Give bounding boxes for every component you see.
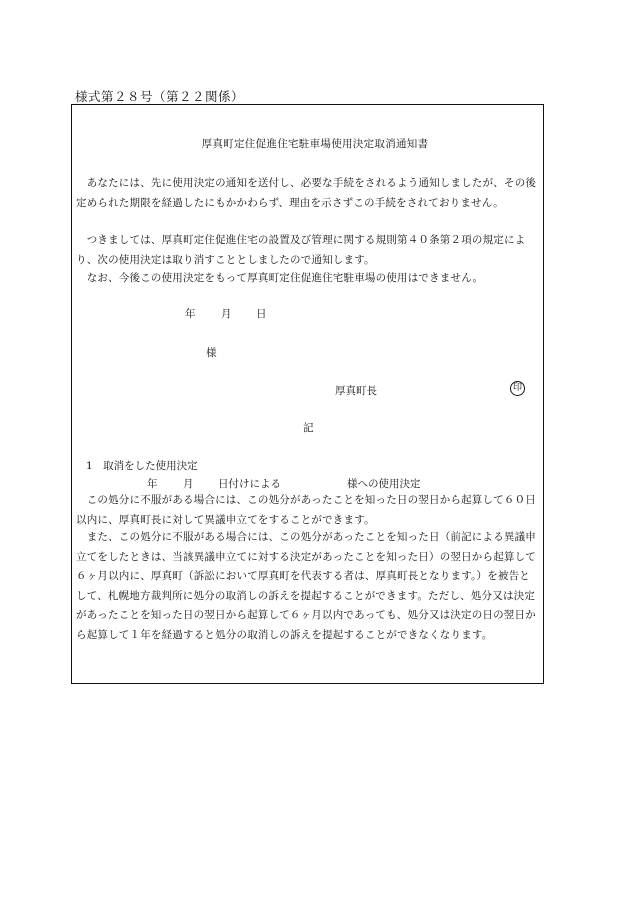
date-month-label: 月 <box>221 308 232 320</box>
body-paragraph-2: つきましては、厚真町定住促進住宅の設置及び管理に関する規則第４０条第２項の規定により、次の使用決定は取り消すこととしましたので通知します。 <box>76 234 526 266</box>
cancel-dated-label: 日付けによる <box>218 478 281 490</box>
recipient-suffix: 様 <box>206 347 217 359</box>
document-title: 厚真町定住促進住宅駐車場使用決定取消通知書 <box>201 138 429 150</box>
body-paragraph-1: あなたには、先に使用決定の通知を送付し、必要な手続をされるよう通知しましたが、その後定められた期限を経過したにもかかわらず、理由を示さずこの手続をされておりません。 <box>76 177 537 209</box>
cancel-month-label: 月 <box>183 478 194 490</box>
body-paragraph-3: なお、今後この使用決定をもって厚真町定住促進住宅駐車場の使用はできません。 <box>76 272 484 284</box>
seal-mark: 印 <box>510 381 525 396</box>
date-day-label: 日 <box>256 308 267 320</box>
cancel-recipient-label: 様への使用決定 <box>347 478 421 490</box>
date-year-label: 年 <box>185 308 196 320</box>
cancel-year-label: 年 <box>147 478 158 490</box>
issuer-name: 厚真町長 <box>335 385 377 397</box>
notice-paragraph-1: この処分に不服がある場合には、この処分があったことを知った日の翌日から起算して６０日以内に、厚真町長に対して異議申立てをすることができます。 <box>76 494 536 526</box>
notice-paragraph-2: また、この処分に不服がある場合には、この処分があったことを知った日（前記による異議申立てをしたときは、当該異議申立てに対する決定があったことを知った日）の翌日から起算して６ヶ月以内に、厚真町（訴訟において厚真町を代表する者は、厚真町長となります。）を被告として、札幌地方裁判所に処分の取消しの訴えを提起することができます。ただし、処分又は決定があったことを知った日の翌日から起算して６ヶ月以内であっても、処分又は決定の日の翌日から起算して１年を経過すると処分の取消しの訴えを提起することができなくなります。 <box>76 531 536 641</box>
item1-title: 1 取消をした使用決定 <box>86 460 198 472</box>
form-number: 様式第２８号（第２２関係） <box>75 89 245 104</box>
ki-heading: 記 <box>303 422 314 434</box>
